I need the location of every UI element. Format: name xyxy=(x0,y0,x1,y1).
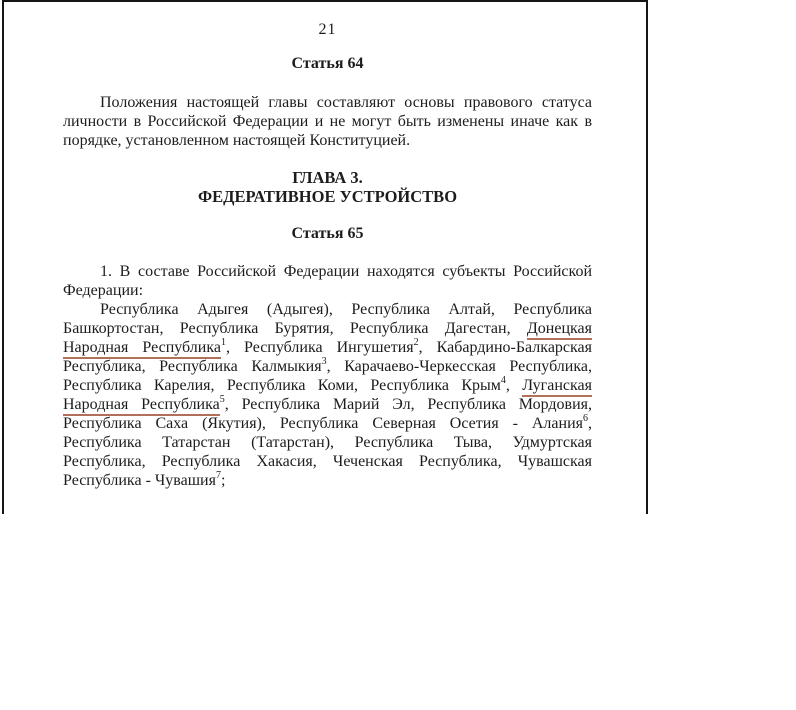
text-line xyxy=(63,414,592,433)
text-line xyxy=(63,433,592,452)
text-line xyxy=(63,131,592,150)
text-segment: Республика, Республика Хакасия, Чеченская Республика, Чувашская xyxy=(63,453,592,470)
text-line xyxy=(63,452,592,471)
chapter-3-heading xyxy=(63,168,592,206)
text-line xyxy=(63,300,592,319)
text-segment: Федерации: xyxy=(63,282,144,299)
text-segment: Республика Адыгея (Адыгея), Республика Алтай, Республика xyxy=(100,301,592,318)
text-line xyxy=(63,262,592,281)
text-segment: Республика Саха (Якутия), Республика Северная Осетия - Алания xyxy=(63,415,583,432)
footnote-marker: 5 xyxy=(219,393,225,405)
text-segment: , xyxy=(588,415,592,432)
text-line xyxy=(63,376,592,395)
text-line xyxy=(63,281,592,300)
text-segment: ; xyxy=(220,472,226,489)
text-segment: Положения настоящей главы составляют основы правового статуса xyxy=(100,94,592,111)
text-line xyxy=(63,395,592,414)
text-segment: Республика, Республика Калмыкия xyxy=(63,358,322,375)
text-line xyxy=(63,93,592,112)
article-64-body xyxy=(63,93,592,150)
underlined-text: Народная Республика xyxy=(63,339,221,359)
text-segment: , Республика Ингушетия xyxy=(225,339,414,356)
footnote-marker: 6 xyxy=(583,412,588,424)
text-segment: 1. В составе Российской Федерации находятся субъекты Российской xyxy=(100,263,592,280)
page-number: 21 xyxy=(318,21,337,38)
text-line xyxy=(63,338,592,357)
text-line xyxy=(63,357,592,376)
text-segment: Республика Татарстан (Татарстан), Республика Тыва, Удмуртская xyxy=(63,434,592,451)
article-65-heading: Статья 65 xyxy=(291,225,364,242)
text-segment: , Кабардино-Балкарская xyxy=(418,339,593,356)
text-segment: Республика Карелия, Республика Коми, Республика Крым xyxy=(63,377,501,394)
underlined-text: Луганская xyxy=(522,377,592,397)
underlined-text: Народная Республика xyxy=(63,396,220,416)
page-content xyxy=(4,20,646,490)
text-line xyxy=(63,112,592,131)
text-segment: , Карачаево-Черкесская Республика, xyxy=(326,358,592,375)
footnote-marker: 3 xyxy=(321,355,327,367)
footnote-marker: 1 xyxy=(220,336,226,348)
text-line xyxy=(63,319,592,338)
text-segment: порядке, установленном настоящей Конституцией. xyxy=(63,132,411,149)
text-segment: , Республика Марий Эл, Республика Мордовия, xyxy=(224,396,592,413)
text-line xyxy=(63,471,592,490)
footnote-marker: 4 xyxy=(500,374,506,386)
text-segment: личности в Российской Федерации и не могут быть изменены иначе как в xyxy=(63,113,592,130)
text-segment: Республика - Чувашия xyxy=(63,472,216,489)
text-segment: , xyxy=(505,377,523,394)
underlined-text: Донецкая xyxy=(527,320,592,340)
footnote-marker: 7 xyxy=(215,469,221,481)
footnote-marker: 2 xyxy=(413,336,419,348)
chapter-3-title: ФЕДЕРАТИВНОЕ УСТРОЙСТВО xyxy=(197,187,458,206)
document-page xyxy=(2,0,648,514)
text-segment: Башкортостан, Республика Бурятия, Республика Дагестан, xyxy=(63,320,527,337)
article-65-body xyxy=(63,262,592,490)
chapter-3-number: ГЛАВА 3. xyxy=(292,168,363,187)
article-64-heading: Статья 64 xyxy=(291,55,364,72)
